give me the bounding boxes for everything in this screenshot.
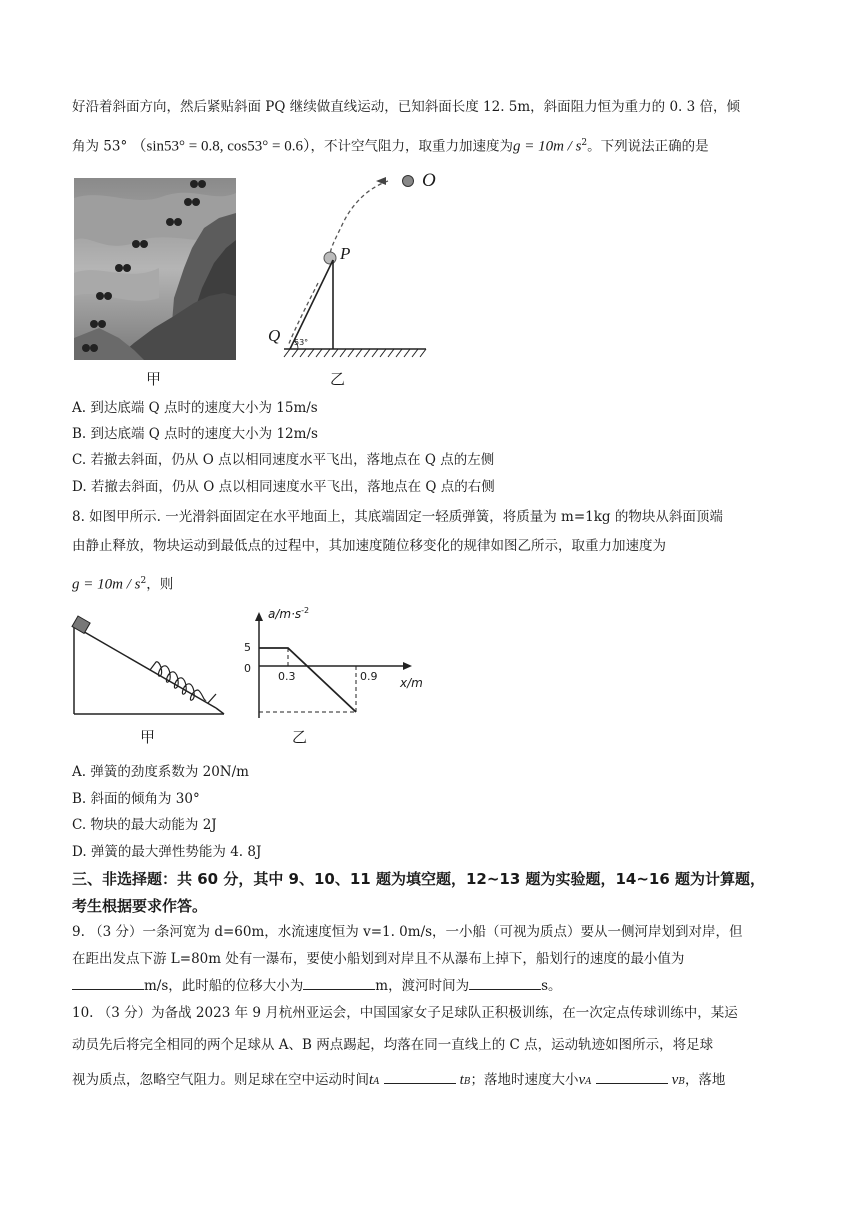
q9-blank-speed[interactable] bbox=[72, 975, 144, 990]
q8-fig-left-caption: 甲 bbox=[140, 728, 156, 746]
q8-graph-ylabel bbox=[268, 606, 309, 621]
q7-angle-label: 53° bbox=[294, 338, 309, 347]
q7-incline-diagram bbox=[258, 168, 438, 362]
q7-photo-figure bbox=[74, 178, 236, 360]
q10-text-line1: 10. （3 分）为备战 2023 年 9 月杭州亚运会，中国国家女子足球队正积极训练，在一次定点传球训练中，某运 bbox=[72, 1005, 738, 1021]
q8-graph-tick-03: 0.3 bbox=[278, 670, 296, 683]
q8-text-tail: ，则 bbox=[146, 576, 174, 593]
q10-text-3c: ，落地 bbox=[684, 1072, 726, 1088]
q10-tA-sub: A bbox=[373, 1077, 380, 1087]
q8-graph-tick-09: 0.9 bbox=[360, 670, 378, 683]
q8-fig-right-caption: 乙 bbox=[292, 728, 308, 746]
q8-text-line1: 8. 如图甲所示. 一光滑斜面固定在水平地面上，其底端固定一轻质弹簧，将质量为 m=1kg 的物块从斜面顶端 bbox=[72, 509, 723, 525]
q7-label-Q: Q bbox=[268, 326, 281, 345]
q7-option-d: D. 若撤去斜面，仍从 O 点以相同速度水平飞出，落地点在 Q 点的右侧 bbox=[72, 479, 495, 495]
q10-text-3a: 视为质点，忽略空气阻力。则足球在空中运动时间 bbox=[72, 1072, 369, 1088]
section3-heading-line2: 考生根据要求作答。 bbox=[72, 897, 208, 915]
q8-graph-tick-5: 5 bbox=[244, 641, 251, 654]
q7-gravity: g = 10m / s bbox=[512, 138, 582, 155]
q10-text-line2: 动员先后将完全相同的两个足球从 A、B 两点踢起，均落在同一直线上的 C 点，运动轨迹如图所示，将足球 bbox=[72, 1037, 714, 1053]
q7-gravity-exp: 2 bbox=[581, 138, 588, 148]
q7-option-b: B. 到达底端 Q 点时的速度大小为 12m/s bbox=[72, 426, 318, 442]
q10-vA: v bbox=[578, 1072, 586, 1088]
q8-option-d: D. 弹簧的最大弹性势能为 4. 8J bbox=[72, 844, 262, 860]
q8-option-b: B. 斜面的倾角为 30° bbox=[72, 791, 200, 807]
q8-graph-ylabel-exp: -2 bbox=[301, 606, 310, 615]
q8-acceleration-graph bbox=[238, 606, 438, 730]
q9-text-3c: s。 bbox=[541, 978, 562, 994]
q9-text-line3 bbox=[72, 971, 792, 1001]
q8-option-c: C. 物块的最大动能为 2J bbox=[72, 817, 217, 833]
q7-angle-text: 角为 53° bbox=[72, 138, 128, 155]
q9-text-3b: m，渡河时间为 bbox=[375, 978, 470, 994]
q7-text-end: 。下列说法正确的是 bbox=[587, 138, 709, 155]
q8-graph-xlabel: x/m bbox=[400, 676, 423, 690]
q9-text-line1: 9. （3 分）一条河宽为 d=60m，水流速度恒为 v=1. 0m/s，一小船（可视为质点）要从一侧河岸划到对岸，但 bbox=[72, 924, 743, 940]
q7-text-line1: 好沿着斜面方向，然后紧贴斜面 PQ 继续做直线运动，已知斜面长度 12. 5m，斜面阻力恒为重力的 0. 3 倍，倾 bbox=[72, 99, 741, 115]
q10-blank-time-compare[interactable] bbox=[384, 1069, 456, 1084]
q10-text-line3 bbox=[72, 1065, 792, 1097]
q8-gravity: g = 10m / s bbox=[72, 576, 141, 593]
q7-label-O: O bbox=[422, 170, 436, 191]
q9-blank-displacement[interactable] bbox=[303, 975, 375, 990]
q10-vB-sub: B bbox=[678, 1077, 685, 1087]
q10-text-3b: ；落地时速度大小 bbox=[470, 1072, 579, 1088]
q10-tB-sub: B bbox=[463, 1077, 471, 1087]
q7-text-line2 bbox=[72, 128, 792, 162]
q8-text-line2: 由静止释放，物块运动到最低点的过程中，其加速度随位移变化的规律如图乙所示，取重力加速度为 bbox=[72, 538, 666, 554]
q7-fig-right-caption: 乙 bbox=[330, 370, 346, 388]
q9-text-line2: 在距出发点下游 L=80m 处有一瀑布，要使小船划到对岸且不从瀑布上掉下，船划行的速度的最小值为 bbox=[72, 951, 685, 967]
section3-heading-line1: 三、非选择题：共 60 分，其中 9、10、11 题为填空题，12~13 题为实验题，14~16 题为计算题， bbox=[72, 870, 766, 888]
q8-incline-spring-diagram bbox=[66, 610, 231, 724]
q8-graph-ylabel-text: a/m·s bbox=[268, 607, 302, 621]
q10-tB: t bbox=[459, 1072, 464, 1088]
q10-vA-sub: A bbox=[585, 1077, 592, 1087]
q8-gravity-exp: 2 bbox=[140, 576, 147, 586]
q7-label-P: P bbox=[340, 244, 351, 263]
q7-option-a: A. 到达底端 Q 点时的速度大小为 15m/s bbox=[72, 400, 318, 416]
q10-vB: v bbox=[671, 1072, 679, 1088]
q7-trig-values: （sin53° = 0.8, cos53° = 0.6） bbox=[131, 138, 311, 155]
q7-fig-left-caption: 甲 bbox=[146, 370, 162, 388]
q8-text-line3 bbox=[72, 566, 792, 600]
q10-tA: t bbox=[369, 1072, 374, 1088]
q8-option-a: A. 弹簧的劲度系数为 20N/m bbox=[72, 764, 249, 780]
q9-blank-time[interactable] bbox=[469, 975, 541, 990]
q7-text-mid: ，不计空气阻力，取重力加速度为 bbox=[310, 138, 513, 155]
q9-text-3a: m/s，此时船的位移大小为 bbox=[144, 978, 304, 994]
q10-blank-speed-compare[interactable] bbox=[596, 1069, 668, 1084]
q8-graph-tick-0: 0 bbox=[244, 662, 251, 675]
q7-option-c: C. 若撤去斜面，仍从 O 点以相同速度水平飞出，落地点在 Q 点的左侧 bbox=[72, 452, 495, 468]
